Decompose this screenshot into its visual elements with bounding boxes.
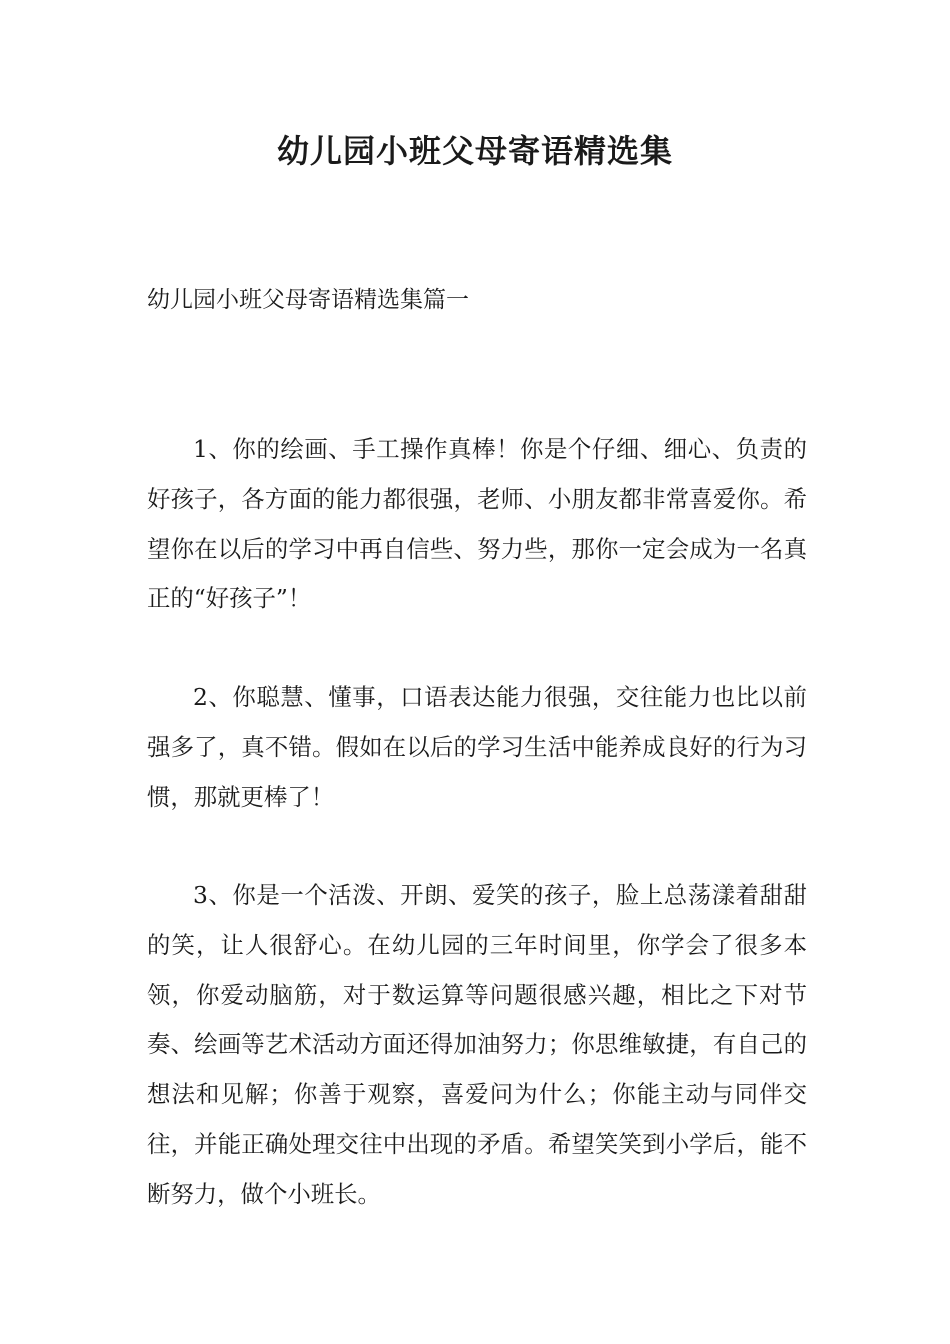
paragraph-3: 3、你是一个活泼、开朗、爱笑的孩子，脸上总荡漾着甜甜的笑，让人很舒心。在幼儿园的三年时间里，你学会了很多本领，你爱动脑筋，对于数运算等问题很感兴趣，相比之下对节奏、绘画等艺术活动方面还得加油努力；你思维敏捷，有自己的想法和见解；你善于观察，喜爱问为什么；你能主动与同伴交往，并能正确处理交往中出现的矛盾。希望笑笑到小学后，能不断努力，做个小班长。 bbox=[147, 881, 807, 1208]
section-heading: 幼儿园小班父母寄语精选集篇一 bbox=[147, 287, 469, 313]
document-title: 幼儿园小班父母寄语精选集 bbox=[276, 132, 673, 170]
paragraph-1: 1、你的绘画、手工操作真棒！你是个仔细、细心、负责的好孩子，各方面的能力都很强，老师、小朋友都非常喜爱你。希望你在以后的学习中再自信些、努力些，那你一定会成为一名真正的“好孩子”！ bbox=[147, 435, 807, 613]
paragraph-2: 2、你聪慧、懂事，口语表达能力很强，交往能力也比以前强多了，真不错。假如在以后的学习生活中能养成良好的行为习惯，那就更棒了！ bbox=[147, 683, 807, 811]
